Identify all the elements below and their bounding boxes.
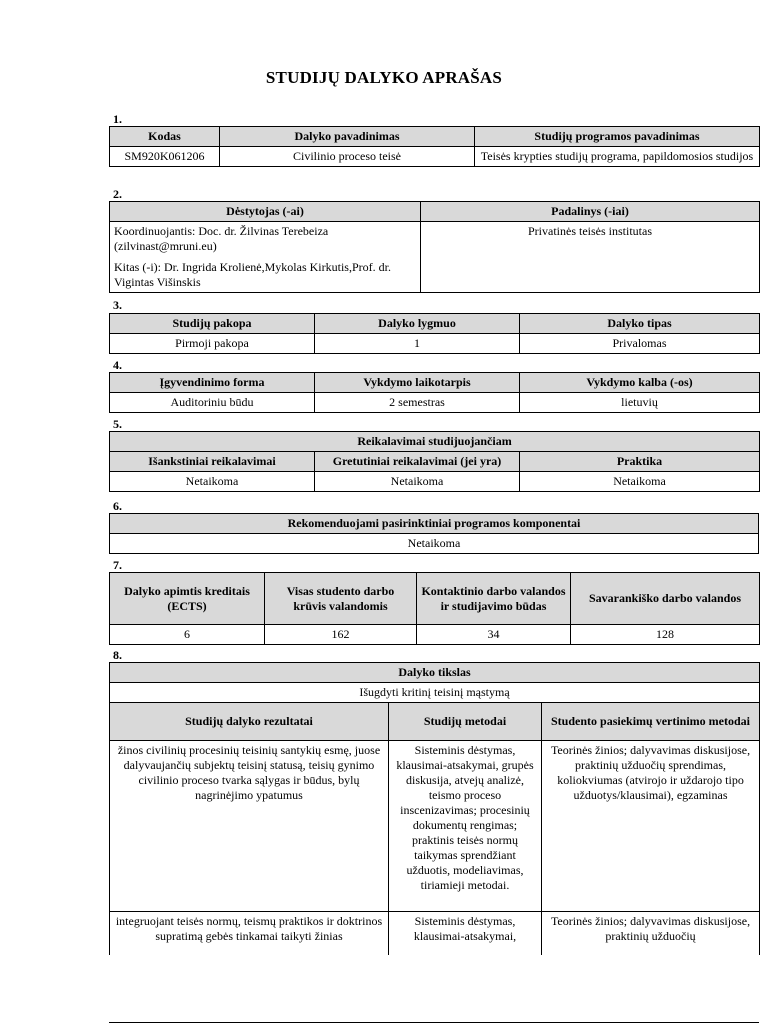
lecturers-table (109, 201, 760, 293)
lecturers-cell (110, 222, 421, 293)
section-number-6: 6. (113, 499, 122, 513)
header-corequisites: Gretutiniai reikalavimai (jei yra) (315, 452, 520, 472)
header-contact-hours: Kontaktinio darbo valandos ir studijavimo būdas (417, 573, 571, 625)
footer-rule (109, 1022, 759, 1023)
learning-outcome: integruojant teisės normų, teismų praktikos ir doktrinos supratimą gebės tinkamai taikyti žinias (110, 912, 389, 972)
requirements-caption: Reikalavimai studijuojančiam (110, 432, 760, 452)
self-study-hours: 128 (571, 625, 760, 645)
header-prerequisites: Išankstiniai reikalavimai (110, 452, 315, 472)
section-number-3: 3. (113, 298, 122, 312)
section-number-1: 1. (113, 112, 122, 126)
delivery-form: Auditoriniu būdu (110, 393, 315, 413)
total-hours: 162 (265, 625, 417, 645)
document-title: STUDIJŲ DALYKO APRAŠAS (265, 68, 503, 87)
section-number-4: 4. (113, 358, 122, 372)
delivery-language: lietuvių (520, 393, 760, 413)
learning-outcome: žinos civilinių procesinių teisinių santykių esmę, juose dalyvaujančių subjektų teisinį statusą, teisių gynimo civilinio proceso tvarka sąlygas ir būdus, bylų nagrinėjimo ypatumus (110, 741, 389, 912)
section-number-5: 5. (113, 417, 122, 431)
contact-hours: 34 (417, 625, 571, 645)
learning-outcomes-table (109, 662, 760, 972)
header-course-type: Dalyko tipas (520, 314, 760, 334)
assessment-methods: Teorinės žinios; dalyvavimas diskusijose, praktinių užduočių (542, 912, 760, 972)
study-methods: Sisteminis dėstymas, klausimai-atsakymai, (389, 912, 542, 972)
elective-components-table (109, 513, 759, 554)
header-code: Kodas (110, 127, 220, 147)
header-delivery-period: Vykdymo laikotarpis (315, 373, 520, 393)
header-practice: Praktika (520, 452, 760, 472)
delivery-table (109, 372, 760, 413)
header-delivery-form: Įgyvendinimo forma (110, 373, 315, 393)
header-self-study-hours: Savarankiško darbo valandos (571, 573, 760, 625)
page-break-mask (0, 955, 768, 1024)
section-number-8: 8. (113, 648, 122, 662)
header-total-hours: Visas studento darbo krūvis valandomis (265, 573, 417, 625)
prerequisites: Netaikoma (110, 472, 315, 492)
header-program-name: Studijų programos pavadinimas (475, 127, 760, 147)
header-assessment-methods: Studento pasiekimų vertinimo metodai (542, 703, 760, 741)
study-cycle: Pirmoji pakopa (110, 334, 315, 354)
header-study-cycle: Studijų pakopa (110, 314, 315, 334)
course-goal-caption: Dalyko tikslas (110, 663, 760, 683)
study-methods: Sisteminis dėstymas, klausimai-atsakymai, grupės diskusija, atvejų analizė, teismo proceso inscenizavimas; procesinių dokumentų rengimas; praktinis teisės normų taikymas sprendžiant užduotis, modeliavimas, tiriamieji metodai. (389, 741, 542, 912)
assessment-methods: Teorinės žinios; dalyvavimas diskusijose, praktinių užduočių sprendimas, koliokviumas (atvirojo ir uždarojo tipo užduotys/klausimai), egzaminas (542, 741, 760, 912)
course-name: Civilinio proceso teisė (220, 147, 475, 167)
table-row (110, 741, 760, 912)
delivery-period: 2 semestras (315, 393, 520, 413)
elective-components-caption: Rekomenduojami pasirinktiniai programos komponentai (110, 514, 759, 534)
course-info-table (109, 126, 760, 167)
course-type: Privalomas (520, 334, 760, 354)
header-course-level: Dalyko lygmuo (315, 314, 520, 334)
coordinator-text: Koordinuojantis: Doc. dr. Žilvinas Terebeiza (zilvinast@mruni.eu) (114, 224, 329, 253)
corequisites: Netaikoma (315, 472, 520, 492)
header-lecturers: Dėstytojas (-ai) (110, 202, 421, 222)
section-number-2: 2. (113, 187, 122, 201)
header-learning-outcomes: Studijų dalyko rezultatai (110, 703, 389, 741)
course-level: 1 (315, 334, 520, 354)
requirements-table (109, 431, 760, 492)
header-ects: Dalyko apimtis kreditais (ECTS) (110, 573, 265, 625)
practice: Netaikoma (520, 472, 760, 492)
header-course-name: Dalyko pavadinimas (220, 127, 475, 147)
course-code: SM920K061206 (110, 147, 220, 167)
header-delivery-language: Vykdymo kalba (-os) (520, 373, 760, 393)
department-name: Privatinės teisės institutas (421, 222, 760, 293)
workload-table (109, 572, 760, 645)
header-study-methods: Studijų metodai (389, 703, 542, 741)
elective-components: Netaikoma (110, 534, 759, 554)
other-lecturers-text: Kitas (-i): Dr. Ingrida Krolienė,Mykolas Kirkutis,Prof. dr. Vigintas Višinskis (114, 260, 391, 289)
header-department: Padalinys (-iai) (421, 202, 760, 222)
study-level-table (109, 313, 760, 354)
course-goal: Išugdyti kritinį teisinį mąstymą (110, 683, 760, 703)
program-name: Teisės krypties studijų programa, papildomosios studijos (475, 147, 760, 167)
section-number-7: 7. (113, 558, 122, 572)
ects-credits: 6 (110, 625, 265, 645)
